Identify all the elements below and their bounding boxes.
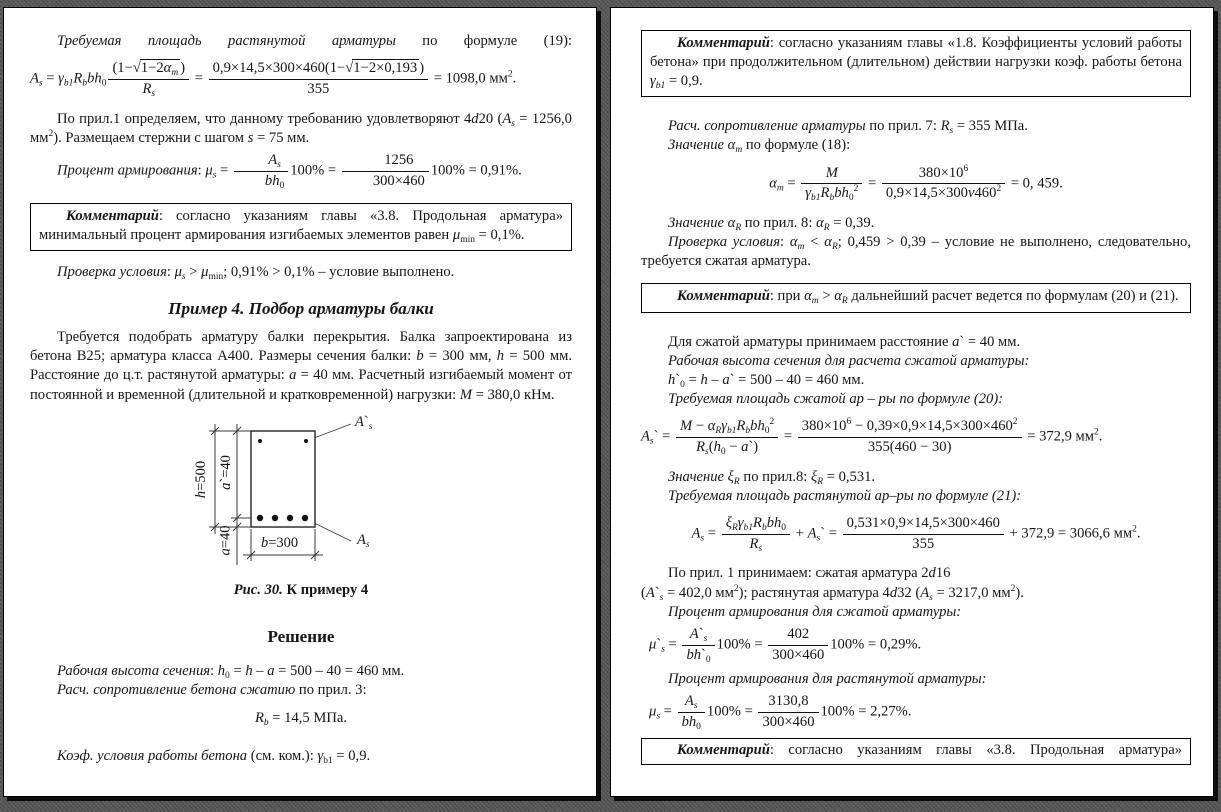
beam-outline <box>251 431 315 527</box>
accepted-rebar-line-2: ($A`_s = 402,0$ $мм^2$); растянутая арматура 4d32 ($A_s = 3217,0$ $мм^2$). <box>641 583 1024 603</box>
solution-heading: Решение <box>267 626 335 646</box>
compressed-rebar-distance-line: Для сжатой арматуры принимаем расстояние a` = 40 мм. <box>668 333 1021 350</box>
rebar-resistance-line: Расч. сопротивление арматуры по прил. 7: $R_s = 355$ МПа. <box>668 118 1028 137</box>
formula-18: $\alpha_m$ = $\frac{M}{\gamma_{b1}R_bbh_0^2}$ = $\frac{380\times 10^6}{0,9\times 14,5\times 300v460^2}$ = 0, 459. <box>769 163 1063 204</box>
figure-caption: Рис. 30. К примеру 4 <box>233 581 369 598</box>
page-right-content <box>611 8 1213 796</box>
comment-text: Комментарий: согласно указаниям главы «3.8. Продольная арматура» <box>677 742 1182 759</box>
concrete-resistance-intro-line: Расч. сопротивление бетона сжатию по прил. 3: <box>57 682 367 699</box>
comment-box-concrete-conditions <box>641 30 1191 97</box>
working-height-line: $h`_0 = h$ – a` = 500 – 40 = 460 мм. <box>668 371 865 390</box>
compressed-percent-intro-line: Процент армирования для сжатой арматуры: <box>668 603 962 620</box>
label-tension-rebar-As: $A_s$ <box>357 531 370 550</box>
formula-rb: $R_b = 14,5$ МПа. <box>254 710 348 729</box>
reinforcement-percent-line: Процент армирования: $\mu_s$ = $\frac{A_s}{bh_0}$ 100% = $\frac{1256}{300\times 460}$ 100% = 0,91%. <box>57 151 522 191</box>
xi-r-line: Значение $\xi_R$ по прил.8: $\xi_R = 0,531$. <box>668 468 876 487</box>
page-right <box>610 7 1214 797</box>
pril1-paragraph: По прил.1 определяем, что данному требованию удовлетворяют 4d20 ($A_s = 1256,0$ $мм^2$). Размещаем стержни с шагом s = 75 мм. <box>30 110 572 146</box>
tension-percent-intro-line: Процент армирования для растянутой арматуры: <box>668 671 987 688</box>
comment-box-formulas-20-21 <box>641 283 1191 312</box>
formula-19: $A_s = \gamma_{b1}R_bbh_0$ $\frac{(1-√1-2\alpha_m )}{R_s}$ = $\frac{0,9\times 14,5\times 300\times 460(1-√1-2\times 0,193 )}{355}$ = 1098,0 $мм^2$. <box>30 60 517 99</box>
accepted-rebar-line-1: По прил. 1 принимаем: сжатая арматура 2d16 <box>668 565 951 582</box>
formula-mu-compressed: $\mu`_s$ = $\frac{A`_s}{bh`_0}$ 100% = $\frac{402}{300\times 460}$ 100% = 0,29%. <box>649 625 922 665</box>
beam-section-drawing <box>131 419 471 571</box>
comment-box-longitudinal-reinforcement-partial <box>641 738 1191 765</box>
figure-beam-cross-section <box>131 413 471 571</box>
gamma-b1-line: Коэф. условия работы бетона (см. ком.): $\gamma_{b1} = 0,9$. <box>57 748 371 767</box>
formula-21: $A_s$ = $\frac{\xi_R\gamma_{b1}R_bbh_0}{R_s}$ + $A_s`$ = $\frac{0,531\times 0,9\times 14,5\times 300\times 460}{355}$ + 372,9 = 3066,6 $мм^2$. <box>691 514 1141 554</box>
comment-text: Комментарий: при $\alpha_m > \alpha_R$ дальнейший расчет ведется по формулам (20) и (21). <box>677 288 1179 307</box>
required-area-intro-line: Требуемая площадь растянутой арматуры по формуле (19): <box>57 33 572 49</box>
dimension-a-prime-40: a`=40 <box>217 454 234 490</box>
working-height-intro-line: Рабочая высота сечения для расчета сжатой арматуры: <box>668 352 1030 369</box>
condition-check-line: Проверка условия: $\alpha_m < \alpha_R$; 0,459 > 0,39 – условие не выполнено, следовательно, требуется сжатая арматура. <box>641 234 1192 270</box>
comment-box-longitudinal-reinforcement <box>30 203 572 251</box>
page-left <box>3 7 597 797</box>
example-4-heading: Пример 4. Подбор арматуры балки <box>168 298 434 318</box>
dimension-a-40: a=40 <box>217 525 234 556</box>
task-paragraph: Требуется подобрать арматуру балки перекрытия. Балка запроектирована из бетона В25; арматура класса А400. Размеры сечения балки: b = 300 мм, h = 500 мм. Расстояние до ц.т. растянутой арматуры: a = 40 мм. Расчетный изгибаемый момент от постоянной и временной (длительной и кратковременной) нагрузки: M = 380,0 кНм. <box>30 329 572 403</box>
formula-mu-tension: $\mu_s$ = $\frac{A_s}{bh_0}$ 100% = $\frac{3130,8}{300\times 460}$ 100% = 2,27%. <box>649 693 912 733</box>
comment-text: Комментарий: согласно указаниям главы «3.8. Продольная арматура» минимальный процент армирования изгибаемых элементов равен $\mu_{min} = 0,1\%$. <box>39 207 563 245</box>
alpha-r-line: Значение $\alpha_R$ по прил. 8: $\alpha_R = 0,39$. <box>668 215 875 234</box>
page-left-content <box>4 8 596 796</box>
working-height-line: Рабочая высота сечения: $h_0 = h - a = 500 - 40 = 460$ мм. <box>57 663 405 682</box>
dimension-h-500: h=500 <box>193 460 210 498</box>
comment-text: Комментарий: согласно указаниям главы «1.8. Коэффициенты условий работы бетона» при продолжительном (длительном) действии нагрузки коэф. работы бетона $\gamma_{b1} = 0,9$. <box>650 35 1182 92</box>
dimension-b-300: b=300 <box>261 534 299 551</box>
formula-20: $A_s`$ = $\frac{M - \alpha_R\gamma_{b1}R_bbh_0^2}{R_s(h_0 - a`)}$ = $\frac{380\times 10^6 - 0,39\times 0,9\times 14,5\times 300\times 460^2}{355(460 - 30)}$ = 372,9 $мм^2$. <box>641 417 1103 457</box>
label-compressed-rebar-As-prime: $A`_s$ <box>355 413 373 432</box>
alpha-m-intro-line: Значение $\alpha_m$ по формуле (18): <box>668 137 851 156</box>
formula-21-intro-line: Требуемая площадь растянутой ар–ры по формуле (21): <box>668 487 1022 504</box>
formula-20-intro-line: Требуемая площадь сжатой ар – ры по формуле (20): <box>668 390 1004 407</box>
condition-check-line: Проверка условия: $\mu_s > \mu_{min}$; 0,91% > 0,1% – условие выполнено. <box>57 263 455 282</box>
